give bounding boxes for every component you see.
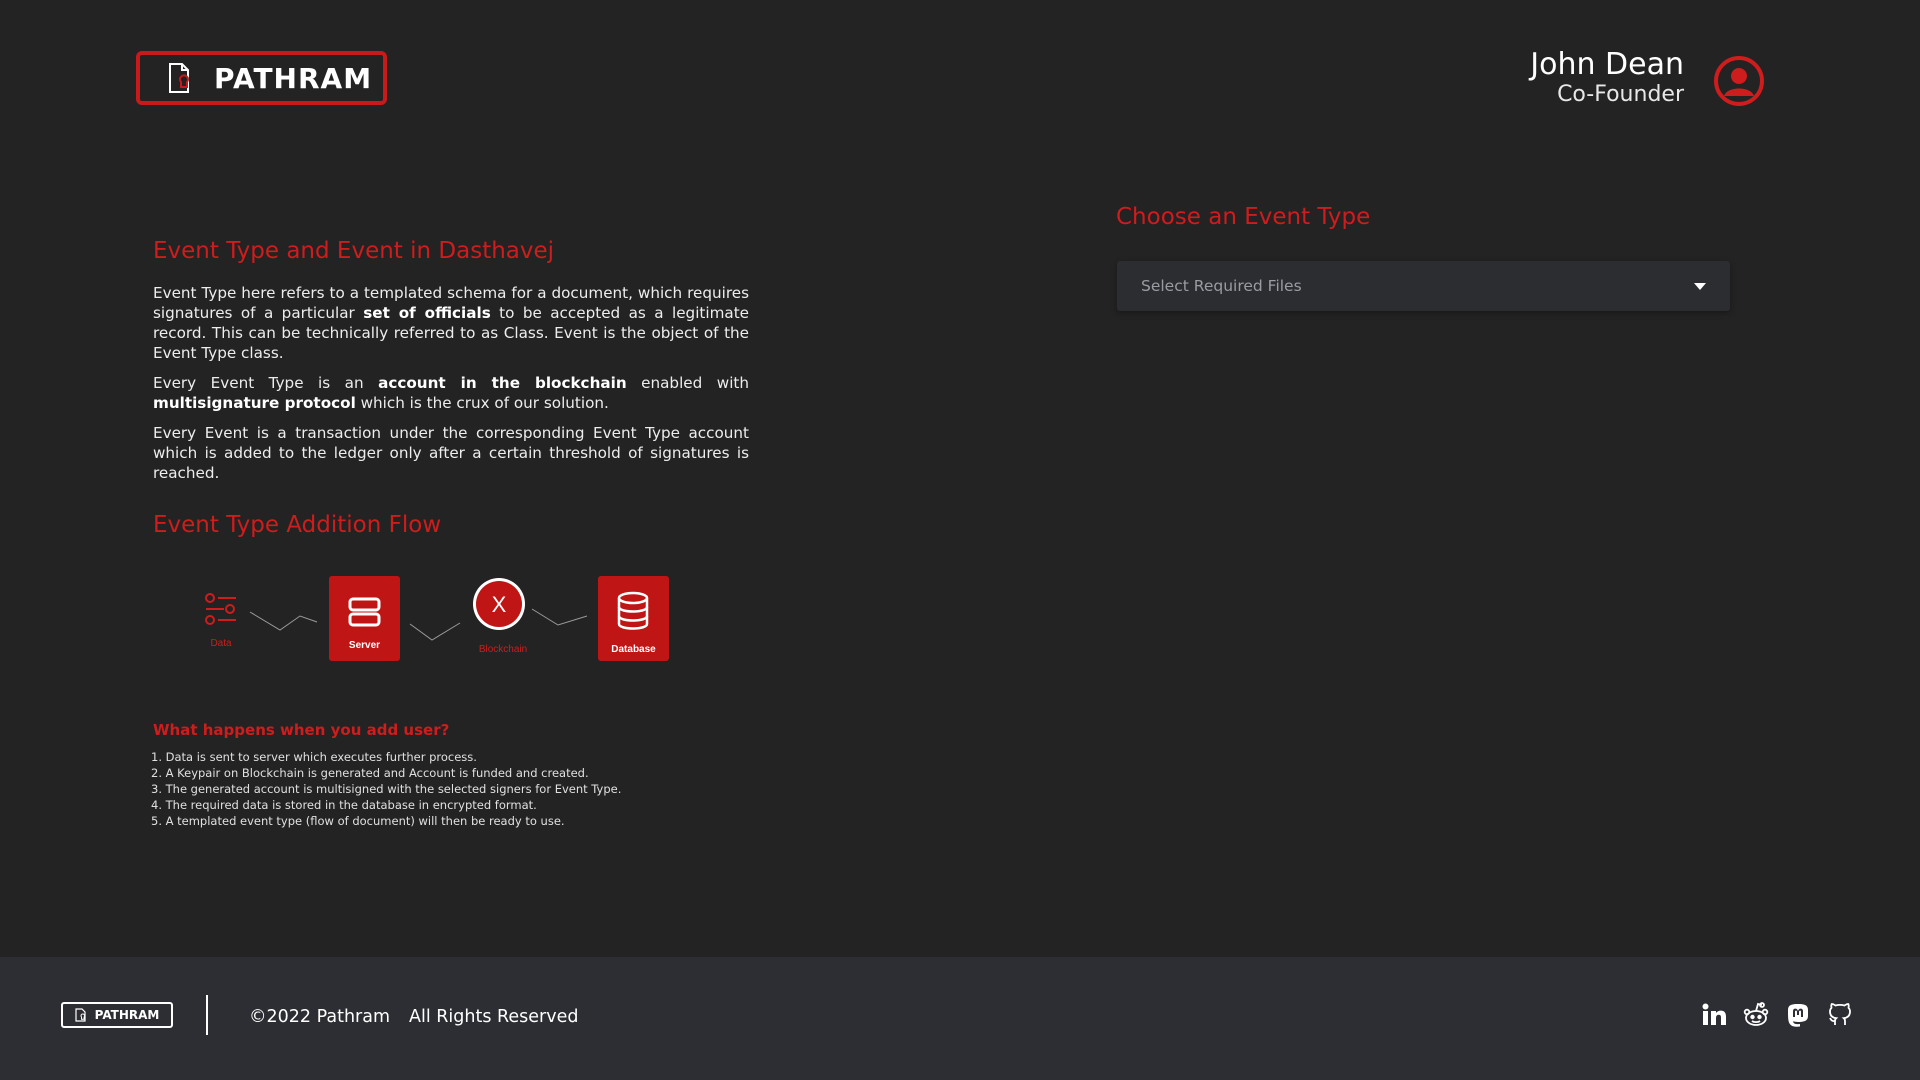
flow-label-data: Data: [210, 638, 232, 649]
user-info: [1530, 48, 1684, 108]
flow-connector: [250, 612, 317, 630]
social-links: [1700, 1001, 1854, 1029]
reddit-icon[interactable]: [1742, 1001, 1770, 1029]
user-avatar-icon[interactable]: [1713, 55, 1765, 107]
flow-label-blockchain: Blockchain: [478, 644, 528, 655]
faq-item: 4. The required data is stored in the database in encrypted format.: [151, 798, 537, 812]
footer: [0, 957, 1920, 1080]
brand-name: PATHRAM: [214, 61, 373, 95]
event-type-title: Choose an Event Type: [1116, 204, 1371, 230]
flow-step-database: [598, 576, 669, 661]
faq-title: What happens when you add user?: [153, 721, 450, 739]
mastodon-icon[interactable]: [1784, 1001, 1812, 1029]
user-role: Co-Founder: [1557, 82, 1684, 107]
faq-item: 3. The generated account is multisigned with the selected signers for Event Type.: [151, 782, 622, 796]
event-type-select[interactable]: [1117, 261, 1730, 311]
footer-copyright: ©2022 Pathram: [249, 1007, 391, 1027]
blockchain-icon: [473, 578, 525, 630]
blockchain-symbol: X: [491, 592, 507, 617]
about-paragraph-3: Every Event is a transaction under the corresponding Event Type account which is added to the ledger only after a certain threshold of signatures is reached.: [153, 424, 749, 482]
linkedin-icon[interactable]: [1700, 1001, 1728, 1029]
flow-step-data: [206, 594, 236, 649]
faq-item: 2. A Keypair on Blockchain is generated and Account is funded and created.: [151, 766, 589, 780]
caret-down-icon[interactable]: [1694, 283, 1706, 290]
document-icon: [75, 1008, 87, 1022]
footer-rights: All Rights Reserved: [409, 1007, 579, 1027]
footer-divider: [206, 995, 208, 1035]
about-paragraph-1: Event Type here refers to a templated schema for a document, which requires signatures of a particular set of officials to be accepted as a legitimate record. This can be technically referred to as Class. Event is the object of the Event Type class.: [153, 284, 749, 362]
flow-connector: [532, 609, 587, 625]
flow-diagram: [190, 568, 700, 668]
github-icon[interactable]: [1826, 1001, 1854, 1029]
flow-step-server: [329, 576, 400, 661]
user-name: John Dean: [1530, 47, 1684, 82]
flow-step-blockchain: [473, 578, 527, 655]
select-placeholder: Select Required Files: [1141, 277, 1302, 295]
faq-item: 5. A templated event type (flow of document) will then be ready to use.: [151, 814, 565, 828]
flow-connector: [410, 623, 460, 640]
flow-label-database: Database: [611, 644, 656, 655]
about-title: Event Type and Event in Dasthavej: [153, 238, 555, 264]
faq-list: [151, 749, 621, 829]
document-icon: [166, 62, 194, 94]
flow-label-server: Server: [348, 640, 381, 651]
footer-brand-name: PATHRAM: [94, 1008, 160, 1022]
about-paragraph-2: Every Event Type is an account in the blockchain enabled with multisignature protocol which is the crux of our solution.: [153, 374, 749, 412]
faq-item: 1. Data is sent to server which executes further process.: [151, 750, 477, 764]
footer-brand-logo[interactable]: [61, 1002, 173, 1028]
about-description: [153, 283, 749, 493]
brand-logo[interactable]: [136, 51, 387, 105]
sliders-icon: [206, 594, 236, 624]
flow-title: Event Type Addition Flow: [153, 512, 442, 538]
